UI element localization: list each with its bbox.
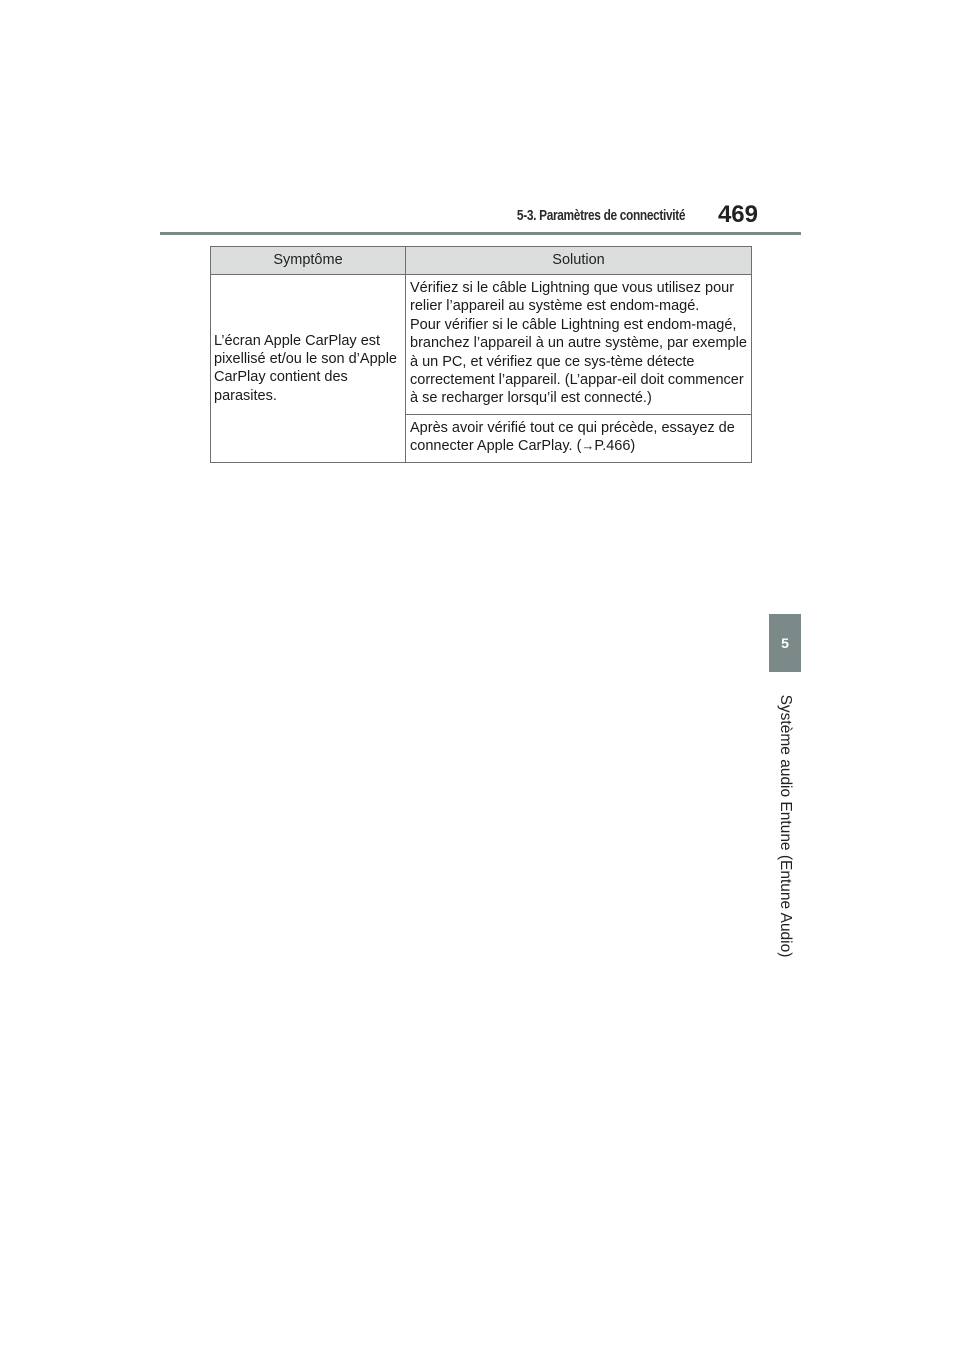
page-header bbox=[160, 200, 800, 234]
symptom-text: L’écran Apple CarPlay est pixellisé et/ou le son d’Apple CarPlay contient des parasites. bbox=[214, 332, 397, 404]
solution-paragraph: Pour vérifier si le câble Lightning est endom-magé, branchez l’appareil à un autre système, par exemple à un PC, et vérifiez que ce sys-tème détecte correctement l’appareil. (L’appar-eil doit commencer à se recharger lorsqu’il est connecté.) bbox=[410, 316, 747, 407]
arrow-right-icon: → bbox=[581, 438, 595, 454]
page-number: 469 bbox=[717, 201, 758, 228]
solution-paragraph: Après avoir vérifié tout ce qui précède, essayez de connecter Apple CarPlay. ( bbox=[410, 419, 735, 455]
column-header-solution: Solution bbox=[406, 247, 752, 275]
troubleshooting-table bbox=[210, 246, 752, 463]
solution-cell bbox=[406, 414, 752, 462]
page-reference-link[interactable]: P.466) bbox=[594, 438, 636, 455]
table-row bbox=[211, 275, 752, 415]
header-rule bbox=[160, 232, 801, 235]
chapter-number: 5 bbox=[781, 635, 789, 651]
column-header-symptom: Symptôme bbox=[211, 247, 406, 275]
chapter-tab bbox=[769, 614, 801, 672]
chapter-title: Système audio Entune (Entune Audio) bbox=[777, 694, 794, 958]
symptom-cell bbox=[211, 275, 406, 463]
solution-paragraph: Vérifiez si le câble Lightning que vous utilisez pour relier l’appareil au système est endom-magé. bbox=[410, 280, 735, 315]
table-header-row bbox=[211, 247, 752, 275]
section-title: 5-3. Paramètres de connectivité bbox=[516, 208, 685, 224]
solution-cell bbox=[406, 275, 752, 415]
